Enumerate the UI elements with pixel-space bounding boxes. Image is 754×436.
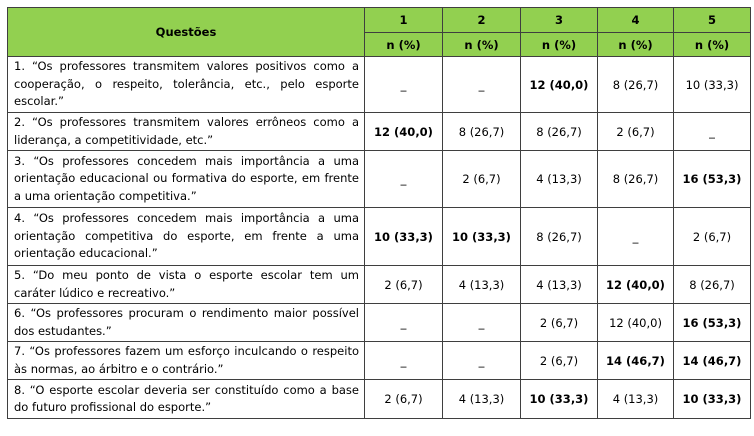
response-cell: 2 (6,7): [674, 208, 751, 266]
table-row: [8, 266, 751, 304]
response-cell: 4 (13,3): [443, 380, 521, 419]
response-cell: 2 (6,7): [598, 113, 674, 151]
response-cell: 8 (26,7): [674, 266, 751, 304]
column-header-5: 5: [674, 8, 751, 33]
sub-header: n (%): [443, 33, 521, 57]
response-cell: 10 (33,3): [674, 380, 751, 419]
response-cell: _: [443, 57, 521, 113]
question-text: 2. “Os professores transmitem valores errôneos como a liderança, a competitividade, etc.”: [8, 113, 365, 151]
response-cell: _: [443, 342, 521, 380]
response-cell: 4 (13,3): [443, 266, 521, 304]
response-cell: 12 (40,0): [598, 266, 674, 304]
question-text: 7. “Os professores fazem um esforço inculcando o respeito às normas, ao árbitro e o contrário.”: [8, 342, 365, 380]
response-cell: 4 (13,3): [521, 266, 598, 304]
response-cell: _: [365, 57, 443, 113]
response-cell: 8 (26,7): [598, 57, 674, 113]
response-cell: 2 (6,7): [365, 380, 443, 419]
table-row: [8, 151, 751, 208]
response-cell: 10 (33,3): [365, 208, 443, 266]
response-cell: 16 (53,3): [674, 151, 751, 208]
response-cell: 14 (46,7): [598, 342, 674, 380]
response-cell: 2 (6,7): [365, 266, 443, 304]
table-row: [8, 304, 751, 342]
question-text: 5. “Do meu ponto de vista o esporte escolar tem um caráter lúdico e recreativo.”: [8, 266, 365, 304]
table-header: [8, 8, 751, 57]
table-row: [8, 113, 751, 151]
sub-header: n (%): [674, 33, 751, 57]
response-cell: 4 (13,3): [598, 380, 674, 419]
response-cell: _: [598, 208, 674, 266]
response-cell: 12 (40,0): [598, 304, 674, 342]
table-row: [8, 57, 751, 113]
results-table: [7, 7, 751, 419]
response-cell: 4 (13,3): [521, 151, 598, 208]
response-cell: 16 (53,3): [674, 304, 751, 342]
sub-header: n (%): [365, 33, 443, 57]
sub-header: n (%): [598, 33, 674, 57]
response-cell: 2 (6,7): [521, 342, 598, 380]
response-cell: 8 (26,7): [521, 113, 598, 151]
column-header-1: 1: [365, 8, 443, 33]
response-cell: 8 (26,7): [598, 151, 674, 208]
table-body: [8, 57, 751, 419]
question-text: 1. “Os professores transmitem valores positivos como a cooperação, o respeito, tolerância, etc., pelo esporte escolar.”: [8, 57, 365, 113]
column-header-3: 3: [521, 8, 598, 33]
question-text: 3. “Os professores concedem mais importância a uma orientação educacional ou formativa do esporte, em frente a uma orientação competitiva.”: [8, 151, 365, 208]
response-cell: _: [443, 304, 521, 342]
response-cell: _: [674, 113, 751, 151]
question-text: 6. “Os professores procuram o rendimento maior possível dos estudantes.”: [8, 304, 365, 342]
sub-header: n (%): [521, 33, 598, 57]
questions-header: Questões: [8, 8, 365, 57]
response-cell: 10 (33,3): [443, 208, 521, 266]
response-cell: 8 (26,7): [521, 208, 598, 266]
response-cell: _: [365, 151, 443, 208]
table-row: [8, 380, 751, 419]
response-cell: 10 (33,3): [521, 380, 598, 419]
response-cell: 12 (40,0): [365, 113, 443, 151]
response-cell: 12 (40,0): [521, 57, 598, 113]
column-header-2: 2: [443, 8, 521, 33]
response-cell: 2 (6,7): [443, 151, 521, 208]
table-row: [8, 208, 751, 266]
question-text: 8. “O esporte escolar deveria ser constituído como a base do futuro profissional do esporte.”: [8, 380, 365, 419]
column-header-4: 4: [598, 8, 674, 33]
response-cell: 2 (6,7): [521, 304, 598, 342]
response-cell: 10 (33,3): [674, 57, 751, 113]
response-cell: _: [365, 342, 443, 380]
response-cell: 8 (26,7): [443, 113, 521, 151]
response-cell: _: [365, 304, 443, 342]
question-text: 4. “Os professores concedem mais importância a uma orientação competitiva do esporte, em frente a uma orientação educacional.”: [8, 208, 365, 266]
table-row: [8, 342, 751, 380]
response-cell: 14 (46,7): [674, 342, 751, 380]
